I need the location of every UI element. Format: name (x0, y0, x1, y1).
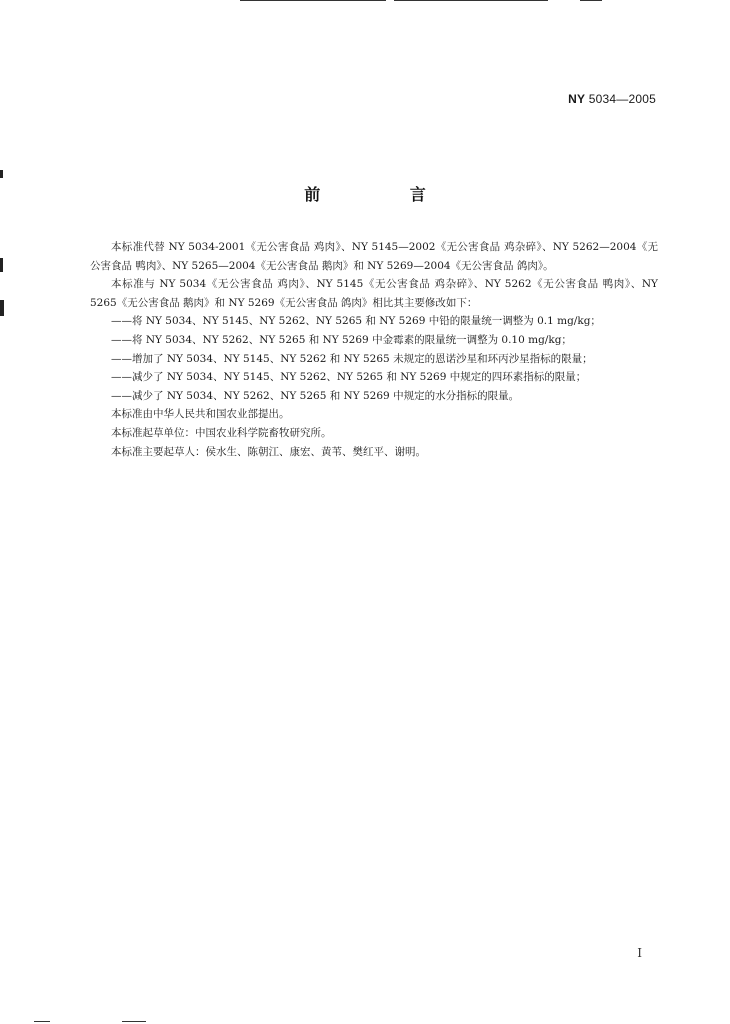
paragraph-proposer: 本标准由中华人民共和国农业部提出。 (111, 408, 290, 421)
left-edge-mark-1 (0, 170, 3, 178)
change-item-tetracycline: ——减少了 NY 5034、NY 5145、NY 5262、NY 5265 和 NY 5269 中规定的四环素指标的限量； (111, 371, 587, 384)
paragraph-drafters: 本标准主要起草人：侯水生、陈朝江、康宏、黄苇、樊红平、谢明。 (111, 445, 426, 458)
page-title: 前 言 (304, 185, 468, 204)
standard-code-prefix: NY (568, 92, 586, 106)
change-item-moisture: ——减少了 NY 5034、NY 5262、NY 5265 和 NY 5269 中规定的水分指标的限量。 (111, 389, 520, 402)
paragraph-drafting-unit: 本标准起草单位：中国农业科学院畜牧研究所。 (111, 426, 332, 439)
bottom-rule-2 (122, 1021, 146, 1022)
left-edge-mark-2 (0, 258, 3, 272)
paragraph-replaces: 本标准代替 NY 5034-2001《无公害食品 鸡肉》、NY 5145—2002《无公害食品 鸡杂碎》、NY 5262—2004《无公害食品 鸭肉》、NY 5265—2004《无公害食品 鹅肉》和 NY 5269—2004《无公害食品 鸽肉》。 (90, 241, 658, 272)
foreword-body (90, 238, 658, 461)
page-number: I (637, 946, 642, 960)
change-item-lead: ——将 NY 5034、NY 5145、NY 5262、NY 5265 和 NY 5269 中铅的限量统一调整为 0.1 mg/kg； (111, 315, 601, 328)
top-rule-3 (580, 0, 602, 1)
standard-code (568, 92, 656, 106)
left-edge-mark-3 (0, 300, 4, 316)
top-rule-1 (240, 0, 386, 1)
top-rule-2 (394, 0, 548, 1)
change-item-enrofloxacin: ——增加了 NY 5034、NY 5145、NY 5262 和 NY 5265 未规定的恩诺沙星和环丙沙星指标的限量； (111, 352, 593, 365)
change-item-chlortetracycline: ——将 NY 5034、NY 5262、NY 5265 和 NY 5269 中金霉素的限量统一调整为 0.10 mg/kg； (111, 333, 572, 346)
bottom-rule-1 (34, 1021, 50, 1022)
standard-code-number: 5034—2005 (588, 92, 656, 106)
paragraph-changes-intro: 本标准与 NY 5034《无公害食品 鸡肉》、NY 5145《无公害食品 鸡杂碎》、NY 5262《无公害食品 鸭肉》、NY 5265《无公害食品 鹅肉》和 NY 5269《无公害食品 鸽肉》相比其主要修改如下： (90, 278, 658, 309)
